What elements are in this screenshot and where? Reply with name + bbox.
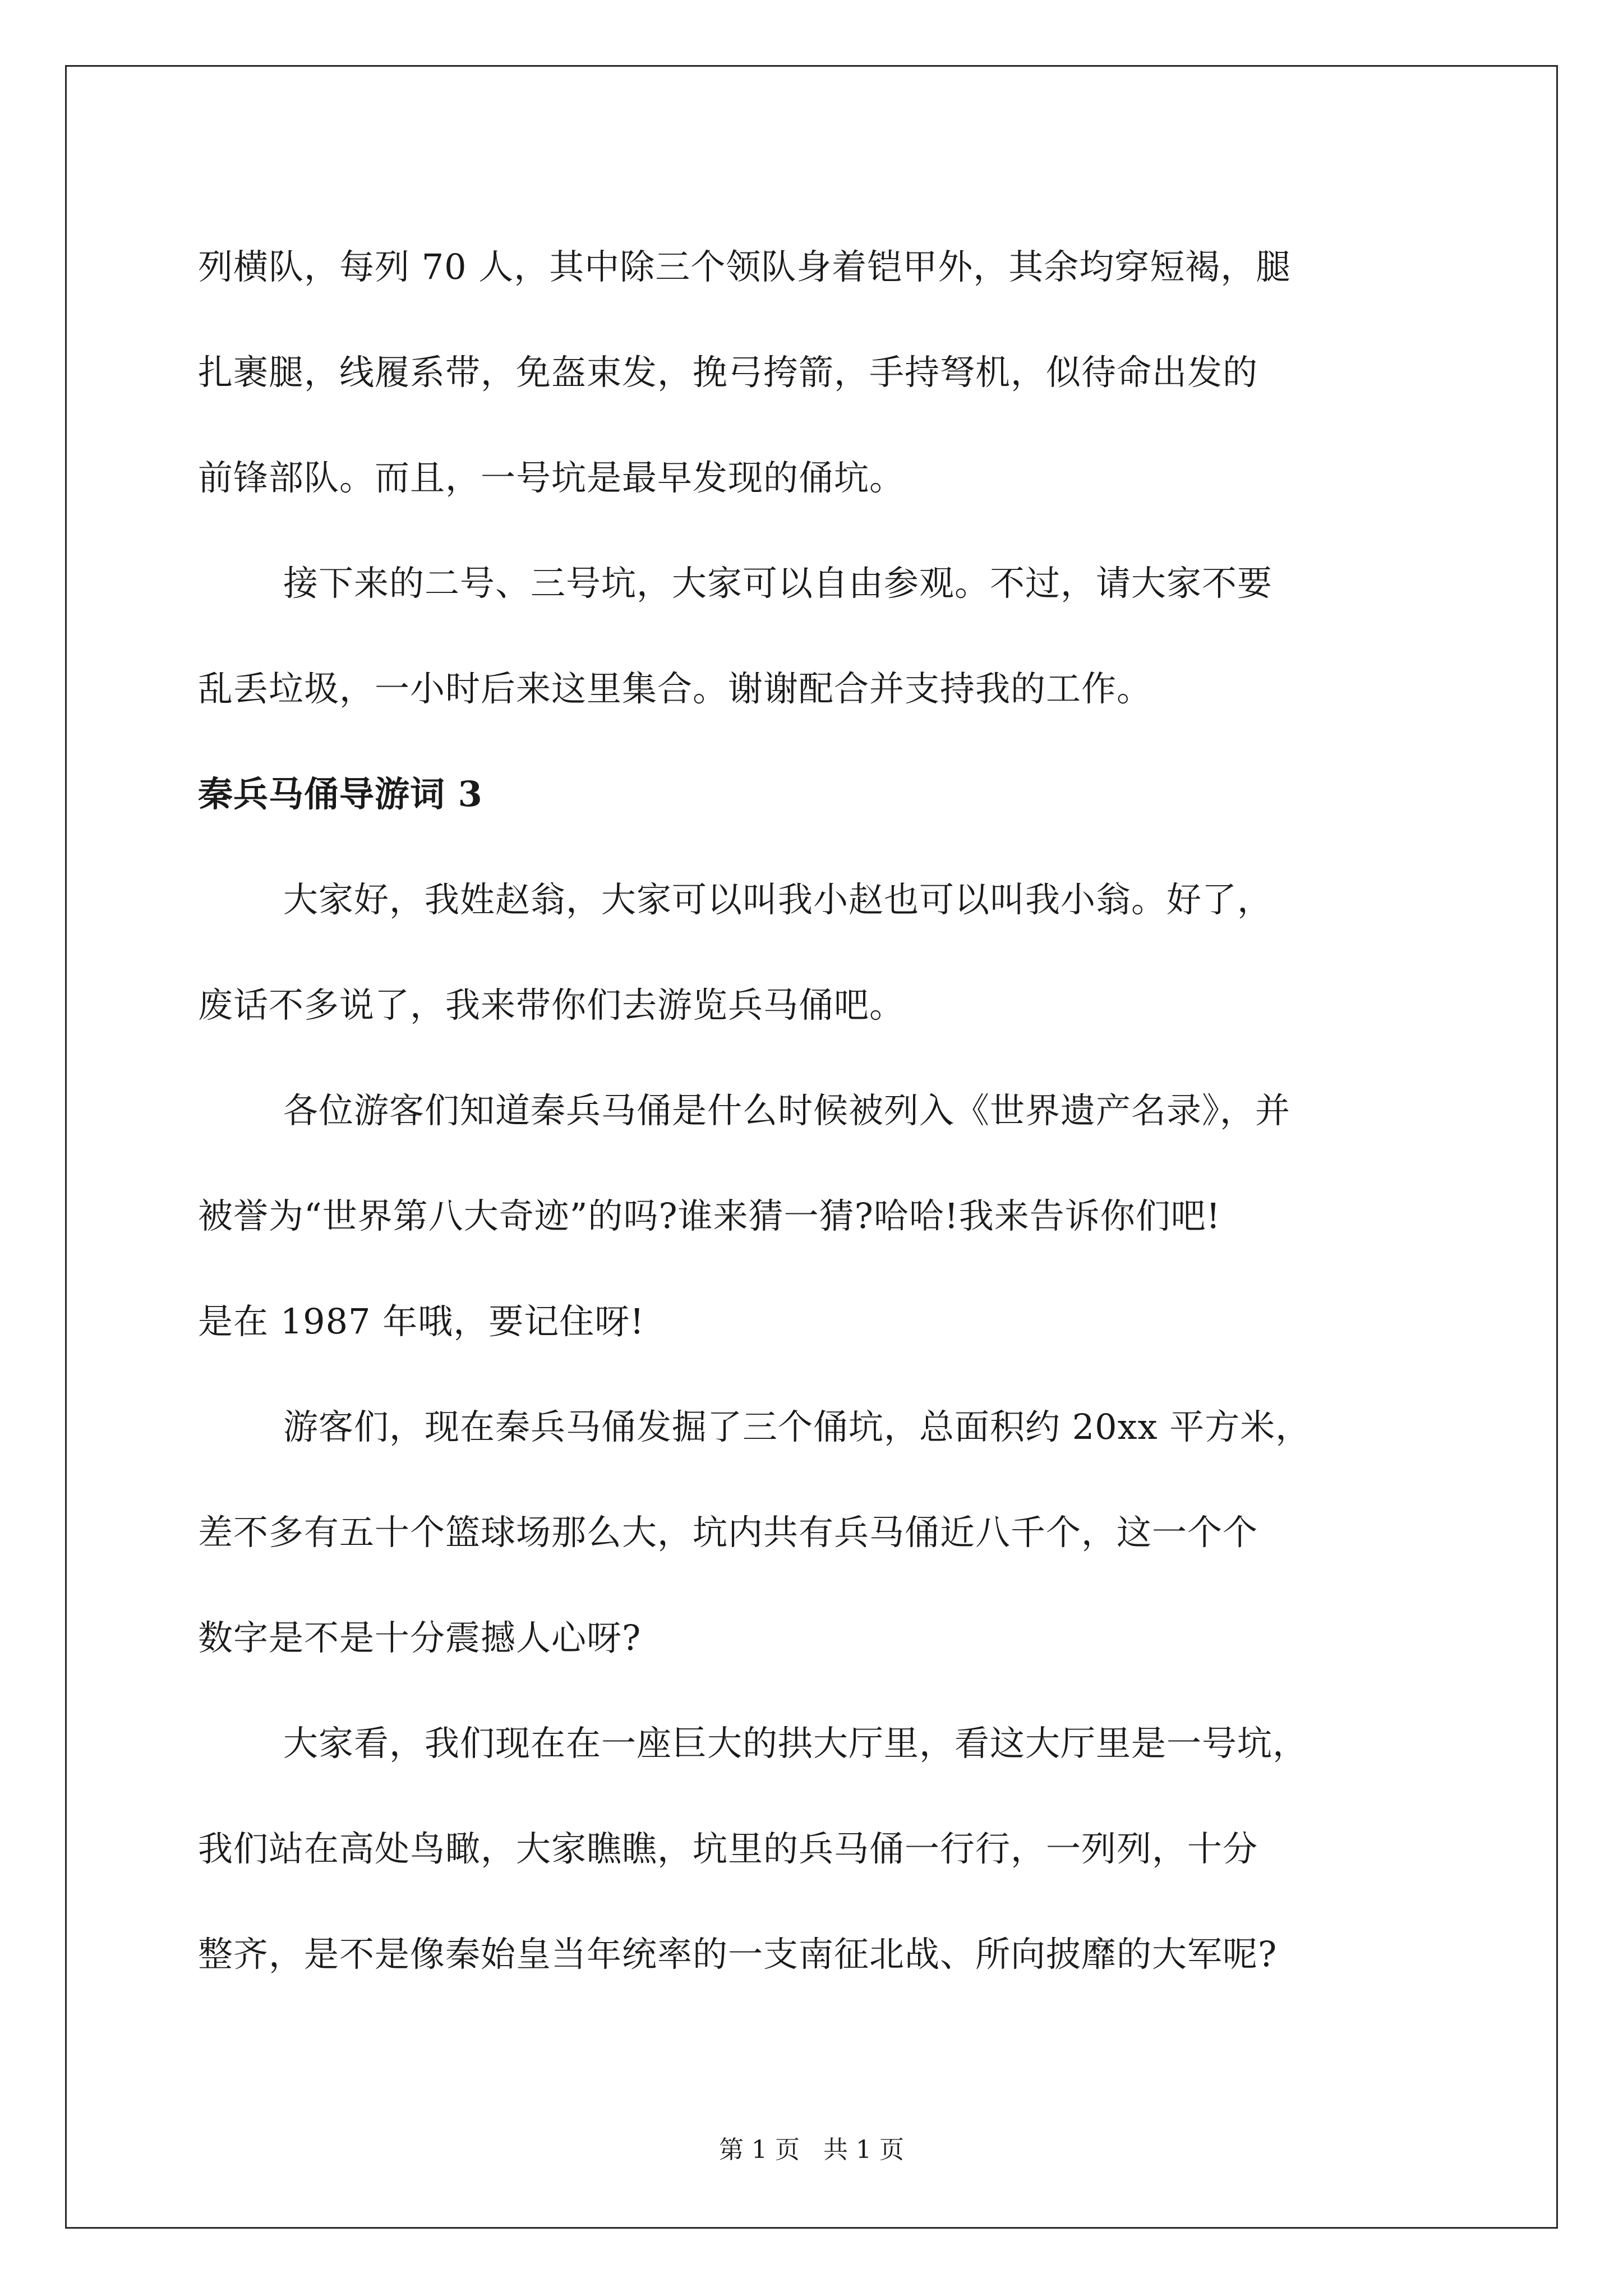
text-line: 大家好，我姓赵翁，大家可以叫我小赵也可以叫我小翁。好了， <box>283 879 1273 920</box>
text-line: 我们站在高处鸟瞰，大家瞧瞧，坑里的兵马俑一行行，一列列，十分 <box>198 1828 1258 1869</box>
section-paragraph-2 <box>198 1058 1426 1374</box>
section-paragraph-1 <box>198 847 1426 1058</box>
text-line: 被誉为“世界第八大奇迹”的吗?谁来猜一猜?哈哈!我来告诉你们吧! <box>198 1195 1221 1236</box>
text-line: 扎裹腿，线履系带，免盔束发，挽弓挎箭，手持弩机，似待命出发的 <box>198 352 1258 393</box>
text-line: 差不多有五十个篮球场那么大，坑内共有兵马俑近八千个，这一个个 <box>198 1512 1258 1553</box>
text-line: 是在 1987 年哦，要记住呀! <box>198 1301 645 1342</box>
text-line: 数字是不是十分震撼人心呀? <box>198 1617 642 1658</box>
text-line: 列横队，每列 70 人，其中除三个领队身着铠甲外，其余均穿短褐，腿 <box>198 246 1292 287</box>
text-line: 乱丢垃圾，一小时后来这里集合。谢谢配合并支持我的工作。 <box>198 668 1152 709</box>
text-line: 接下来的二号、三号坑，大家可以自由参观。不过，请大家不要 <box>283 563 1273 604</box>
text-line: 废话不多说了，我来带你们去游览兵马俑吧。 <box>198 984 905 1025</box>
text-line: 各位游客们知道秦兵马俑是什么时候被列入《世界遗产名录》，并 <box>283 1090 1291 1131</box>
text-line: 大家看，我们现在在一座巨大的拱大厅里，看这大厅里是一号坑， <box>283 1723 1308 1764</box>
section-paragraph-4 <box>198 1691 1426 2007</box>
text-line: 整齐，是不是像秦始皇当年统率的一支南征北战、所向披靡的大军呢? <box>198 1934 1278 1975</box>
text-line: 游客们，现在秦兵马俑发掘了三个俑坑，总面积约 20xx 平方米， <box>283 1406 1311 1447</box>
section-paragraph-3 <box>198 1374 1426 1691</box>
document-body <box>198 214 1426 2007</box>
paragraph-1 <box>198 214 1426 531</box>
paragraph-2 <box>198 531 1426 742</box>
page-number-footer: 第 1 页 共 1 页 <box>719 2136 904 2164</box>
section-heading: 秦兵马俑导游词 3 <box>198 774 483 815</box>
text-line: 前锋部队。而且，一号坑是最早发现的俑坑。 <box>198 457 905 498</box>
